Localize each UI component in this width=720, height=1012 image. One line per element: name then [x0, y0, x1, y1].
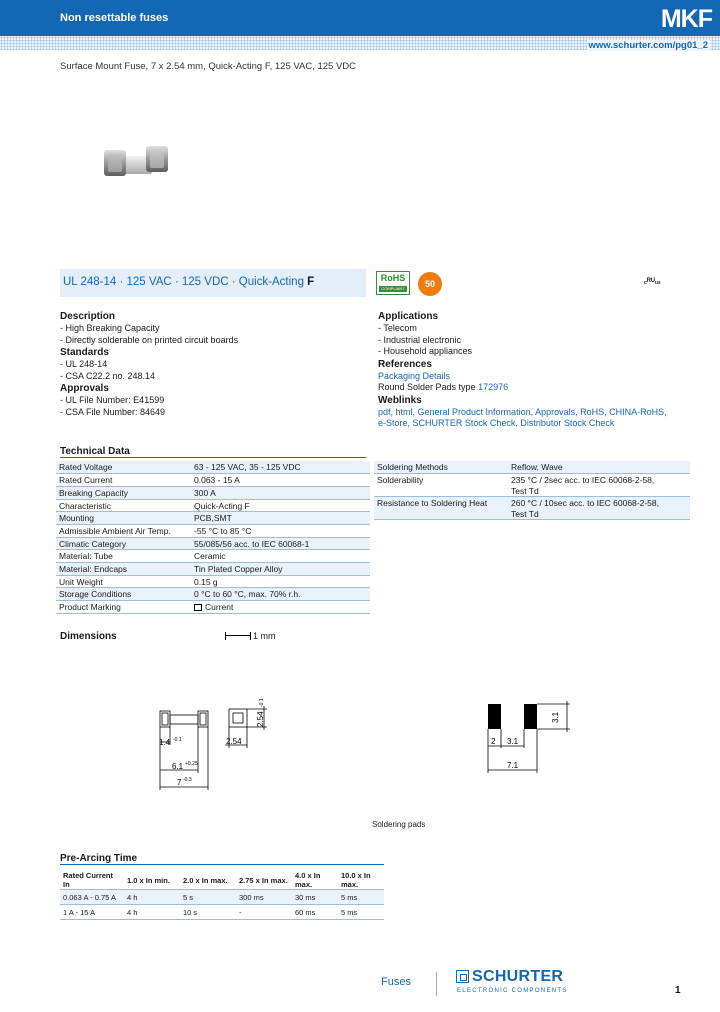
pre-arcing-table: [60, 871, 384, 920]
technical-data-table-right: [374, 461, 690, 520]
column-header: 4.0 x In max.: [292, 871, 338, 890]
dim-label: 1.4: [159, 738, 171, 747]
dim-tolerance: +0.25: [185, 761, 198, 767]
page-number: 1: [675, 985, 681, 996]
table-row: [56, 486, 370, 499]
dim-label: 2.54: [226, 737, 242, 746]
table-row: [56, 512, 370, 525]
ul-us: us: [654, 280, 661, 286]
table-header-row: [60, 871, 384, 890]
param-value-line: 235 °C / 2sec acc. to IEC 60068-2-58,: [511, 475, 655, 486]
product-code: MKF: [660, 5, 712, 33]
weblinks-row-2[interactable]: e-Store, SCHURTER Stock Check, Distributor Stock Check: [378, 418, 615, 428]
approvals-item: - CSA File Number: 84649: [60, 406, 166, 417]
column-header: 10.0 x In max.: [338, 871, 384, 890]
description-item: - High Breaking Capacity: [60, 323, 160, 333]
fuse-dimension-drawing: [140, 690, 280, 802]
table-row: [56, 563, 370, 576]
product-subtitle: Surface Mount Fuse, 7 x 2.54 mm, Quick-Acting F, 125 VAC, 125 VDC: [60, 61, 357, 72]
param-value-line: Test Td: [511, 485, 539, 496]
table-row: [56, 575, 370, 588]
pad-dim-label: 2: [491, 737, 496, 746]
param-label: Resistance to Soldering Heat: [374, 497, 508, 520]
scale-bar-icon: [225, 632, 251, 640]
brand-name: SCHURTER: [472, 968, 564, 985]
param-value: -55 °C to 85 °C: [191, 524, 370, 537]
table-row: [374, 461, 690, 474]
header-bar: [0, 0, 720, 36]
applications-item: - Industrial electronic: [378, 334, 462, 345]
param-value: Tin Plated Copper Alloy: [191, 563, 370, 576]
technical-data-title: Technical Data: [60, 446, 366, 458]
footer-section-label: Fuses: [381, 976, 411, 988]
footer-divider: [436, 972, 437, 996]
ul-recognized-icon: [644, 276, 661, 286]
approval-text: UL 248-14 · 125 VAC · 125 VDC · Quick-Acting: [63, 276, 308, 288]
table-row: [56, 524, 370, 537]
fuse-marking-icon: [194, 604, 202, 611]
table-row: [374, 474, 690, 497]
param-value: 0.063 - 15 A: [191, 474, 370, 487]
table-cell: 5 s: [180, 890, 236, 905]
table-row: [56, 461, 370, 474]
table-row: [60, 905, 384, 920]
table-cell: 10 s: [180, 905, 236, 920]
weblinks-row-1[interactable]: pdf, html, General Product Information, Approvals, RoHS, CHINA-RoHS,: [378, 406, 667, 417]
standards-title: Standards: [60, 347, 109, 358]
solder-pad: [524, 704, 537, 729]
product-url-link[interactable]: www.schurter.com/pg01_2: [588, 40, 708, 51]
dimensions-title: Dimensions: [60, 631, 117, 642]
column-header: 1.0 x In min.: [124, 871, 180, 890]
table-cell: 5 ms: [338, 905, 384, 920]
pad-dim-label: 3.1: [551, 711, 560, 723]
table-row: [60, 890, 384, 905]
rohs-label: RoHS: [380, 273, 406, 283]
table-cell: 30 ms: [292, 890, 338, 905]
standards-item: - UL 248-14: [60, 359, 108, 369]
dim-label: 2.54: [256, 711, 265, 727]
applications-item: - Household appliances: [378, 346, 473, 356]
approvals-item: - UL File Number: E41599: [60, 395, 165, 405]
param-value-line: Test Td: [511, 508, 539, 519]
dim-label: 6.1: [172, 762, 184, 771]
references-title: References: [378, 358, 432, 370]
table-row: [56, 474, 370, 487]
applications-title: Applications: [378, 311, 439, 322]
param-label: Breaking Capacity: [56, 486, 191, 499]
pad-dim-label: 3.1: [507, 737, 519, 746]
approval-summary: [63, 276, 314, 288]
table-row: [56, 588, 370, 601]
reference-line: [378, 382, 688, 394]
param-value: 0.15 g: [191, 575, 370, 588]
param-value: Reflow, Wave: [508, 461, 690, 474]
characteristic-letter: F: [307, 276, 315, 288]
table-cell: -: [236, 905, 292, 920]
param-label: Material: Tube: [56, 550, 191, 563]
dim-tolerance: -0.1: [259, 698, 265, 707]
reference-text: Round Solder Pads type: [378, 382, 479, 392]
solder-pads-link[interactable]: 172976: [478, 382, 509, 392]
column-header: 2.75 x In max.: [236, 871, 292, 890]
approvals-title: Approvals: [60, 383, 109, 394]
param-value: [508, 474, 690, 497]
param-label: Solderability: [374, 474, 508, 497]
dim-tolerance: -0.3: [183, 777, 192, 783]
scale-label: 1 mm: [253, 631, 276, 641]
param-label: Rated Current: [56, 474, 191, 487]
table-cell: 60 ms: [292, 905, 338, 920]
packaging-details-link[interactable]: Packaging Details: [378, 370, 451, 381]
fifty-years-badge-icon: 50: [418, 272, 442, 296]
param-label: Characteristic: [56, 499, 191, 512]
table-cell: 4 h: [124, 890, 180, 905]
solder-pad: [488, 704, 501, 729]
param-value: 0 °C to 60 °C, max. 70% r.h.: [191, 588, 370, 601]
brand-tagline: ELECTRONIC COMPONENTS: [457, 988, 568, 994]
param-value: Ceramic: [191, 550, 370, 563]
schurter-logo-icon: [456, 970, 469, 983]
param-value-text: Current: [205, 602, 234, 613]
category-title: Non resettable fuses: [60, 12, 169, 24]
ul-main: ᴿᵁ: [646, 276, 655, 286]
dim-tolerance: -0.1: [173, 737, 182, 743]
param-label: Admissible Ambient Air Temp.: [56, 524, 191, 537]
approval-bar: [60, 269, 366, 297]
table-row: [374, 497, 690, 520]
ul-c: c: [644, 280, 647, 286]
table-cell: 0.063 A - 0.75 A: [60, 890, 124, 905]
param-label: Unit Weight: [56, 575, 191, 588]
table-cell: 5 ms: [338, 890, 384, 905]
scale-indicator: [225, 631, 276, 641]
table-row: [56, 601, 370, 614]
param-value: PCB,SMT: [191, 512, 370, 525]
param-value: 300 A: [191, 486, 370, 499]
technical-data-table-left: [56, 461, 370, 614]
param-label: Mounting: [56, 512, 191, 525]
param-label: Storage Conditions: [56, 588, 191, 601]
param-value: Quick-Acting F: [191, 499, 370, 512]
table-row: [56, 537, 370, 550]
param-label: Material: Endcaps: [56, 563, 191, 576]
param-value-line: 260 °C / 10sec acc. to IEC 60068-2-58,: [511, 498, 659, 509]
right-info-column: [378, 310, 688, 430]
soldering-pads-drawing: [474, 696, 580, 784]
table-cell: 300 ms: [236, 890, 292, 905]
column-header: Rated Current In: [60, 871, 124, 890]
rohs-sub: COMPLIANT: [379, 286, 407, 292]
pre-arcing-title: Pre-Arcing Time: [60, 853, 384, 865]
param-value: 63 - 125 VAC, 35 - 125 VDC: [191, 461, 370, 474]
dim-label: 7: [177, 778, 182, 787]
table-cell: 4 h: [124, 905, 180, 920]
param-value: [508, 497, 690, 520]
table-row: [56, 550, 370, 563]
pad-dim-label: 7.1: [507, 761, 519, 770]
param-label: Soldering Methods: [374, 461, 508, 474]
column-header: 2.0 x In max.: [180, 871, 236, 890]
param-label: Rated Voltage: [56, 461, 191, 474]
rohs-badge-icon: [376, 271, 410, 295]
left-info-column: [60, 310, 366, 418]
standards-item: - CSA C22.2 no. 248.14: [60, 370, 156, 381]
param-label: Product Marking: [56, 601, 191, 614]
param-label: Climatic Category: [56, 537, 191, 550]
description-item: - Directly solderable on printed circuit boards: [60, 334, 239, 345]
param-value: 55/085/56 acc. to IEC 60068-1: [191, 537, 370, 550]
applications-item: - Telecom: [378, 323, 417, 333]
table-row: [56, 499, 370, 512]
table-cell: 1 A - 15 A: [60, 905, 124, 920]
description-title: Description: [60, 311, 116, 322]
soldering-pads-caption: Soldering pads: [372, 820, 426, 829]
param-value: [191, 601, 370, 614]
weblinks-title: Weblinks: [378, 394, 422, 406]
fuse-photo: [100, 140, 172, 188]
